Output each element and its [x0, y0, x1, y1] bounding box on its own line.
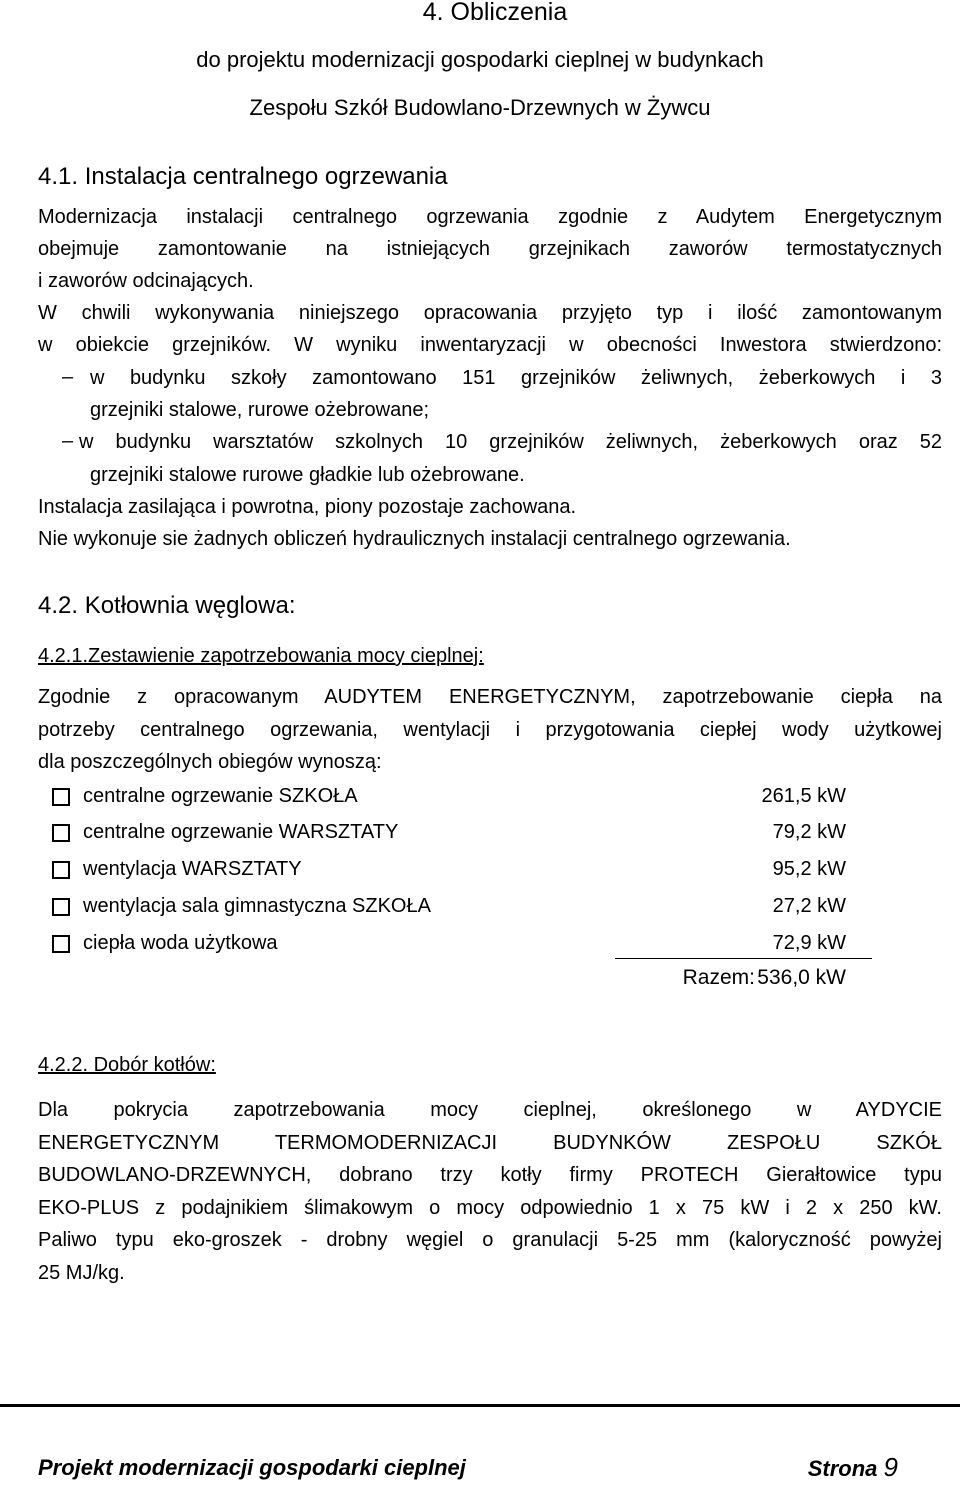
section-4-2-2-heading: 4.2.2. Dobór kotłów: [38, 1054, 216, 1076]
chapter-title: 4. Obliczenia [422, 0, 568, 26]
para1-line-1: Modernizacja instalacji centralnego ogrzewania zgodnie z Audytem Energetycznym [38, 206, 942, 228]
demand-item-label: ciepła woda użytkowa [83, 932, 278, 954]
bullet-1-line-1: w budynku szkoły zamontowano 151 grzejników żeliwnych, żeberkowych i 3 [90, 367, 942, 389]
demand-item-value: 261,5 kW [761, 785, 846, 807]
demand-item-value: 95,2 kW [772, 858, 846, 880]
section-4-2-heading: 4.2. Kotłownia węglowa: [38, 592, 296, 619]
sub2-para-line-4: EKO-PLUS z podajnikiem ślimakowym o mocy odpowiednio 1 x 75 kW i 2 x 250 kW. [38, 1197, 942, 1219]
document-subtitle-2: Zespołu Szkół Budowlano-Drzewnych w Żywcu [249, 95, 711, 120]
bullet-2-line-1: w budynku warsztatów szkolnych 10 grzejników żeliwnych, żeberkowych oraz 52 [79, 431, 942, 453]
demand-item-value: 27,2 kW [772, 895, 846, 917]
footer-title: Projekt modernizacji gospodarki cieplnej [38, 1455, 466, 1480]
checkbox-icon [52, 898, 70, 916]
bullet-2-line-2: grzejniki stalowe rurowe gładkie lub ożebrowane. [90, 464, 525, 486]
sub2-para-line-2: ENERGETYCZNYM TERMOMODERNIZACJI BUDYNKÓW ZESPOŁU SZKÓŁ [38, 1132, 942, 1154]
para1-line-2: obejmuje zamontowanie na istniejących grzejnikach zaworów termostatycznych [38, 238, 942, 260]
demand-item-value: 79,2 kW [772, 821, 846, 843]
para1-line-3: i zaworów odcinających. [38, 270, 254, 292]
section-4-1-heading: 4.1. Instalacja centralnego ogrzewania [38, 163, 448, 190]
bullet-dash-2: – [62, 430, 74, 452]
sum-divider [615, 958, 872, 959]
footer-page [808, 1452, 898, 1483]
sub2-para-line-3: BUDOWLANO-DRZEWNYCH, dobrano trzy kotły firmy PROTECH Gierałtowice typu [38, 1164, 942, 1186]
checkbox-icon [52, 935, 70, 953]
section-4-2-1-heading: 4.2.1.Zestawienie zapotrzebowania mocy cieplnej: [38, 645, 484, 667]
para2-line-1: W chwili wykonywania niniejszego opracowania przyjęto typ i ilość zamontowanym [38, 302, 942, 324]
sub2-para-line-6: 25 MJ/kg. [38, 1262, 125, 1284]
footer-divider [0, 1404, 960, 1407]
demand-item-value: 72,9 kW [772, 932, 846, 954]
checkbox-icon [52, 824, 70, 842]
sub1-para-line-2: potrzeby centralnego ogrzewania, wentylacji i przygotowania ciepłej wody użytkowej [38, 719, 942, 741]
sub1-para-line-3: dla poszczególnych obiegów wynoszą: [38, 751, 382, 773]
para2-line-2: w obiekcie grzejników. W wyniku inwentaryzacji w obecności Inwestora stwierdzono: [38, 334, 942, 356]
checkbox-icon [52, 788, 70, 806]
page-label: Strona [807, 1456, 878, 1481]
checkbox-icon [52, 861, 70, 879]
installation-note: Instalacja zasilająca i powrotna, piony pozostaje zachowana. [38, 496, 577, 518]
bullet-1-line-2: grzejniki stalowe, rurowe ożebrowane; [90, 399, 430, 421]
total-value: 536,0 kW [757, 966, 846, 989]
page-number: 9 [883, 1452, 898, 1482]
demand-item-label: centralne ogrzewanie SZKOŁA [83, 785, 358, 807]
bullet-dash-1: – [62, 366, 74, 388]
document-subtitle-1: do projektu modernizacji gospodarki cieplnej w budynkach [196, 47, 764, 72]
total-label: Razem: [682, 966, 755, 989]
sub1-para-line-1: Zgodnie z opracowanym AUDYTEM ENERGETYCZNYM, zapotrzebowanie ciepła na [38, 686, 942, 708]
sub2-para-line-5: Paliwo typu eko-groszek - drobny węgiel o granulacji 5-25 mm (kaloryczność powyżej [38, 1229, 942, 1251]
demand-item-label: centralne ogrzewanie WARSZTATY [83, 821, 399, 843]
demand-item-label: wentylacja sala gimnastyczna SZKOŁA [83, 895, 431, 917]
hydraulic-note: Nie wykonuje sie żadnych obliczeń hydraulicznych instalacji centralnego ogrzewania. [38, 528, 791, 550]
sub2-para-line-1: Dla pokrycia zapotrzebowania mocy cieplnej, określonego w AYDYCIE [38, 1099, 942, 1121]
demand-item-label: wentylacja WARSZTATY [83, 858, 302, 880]
